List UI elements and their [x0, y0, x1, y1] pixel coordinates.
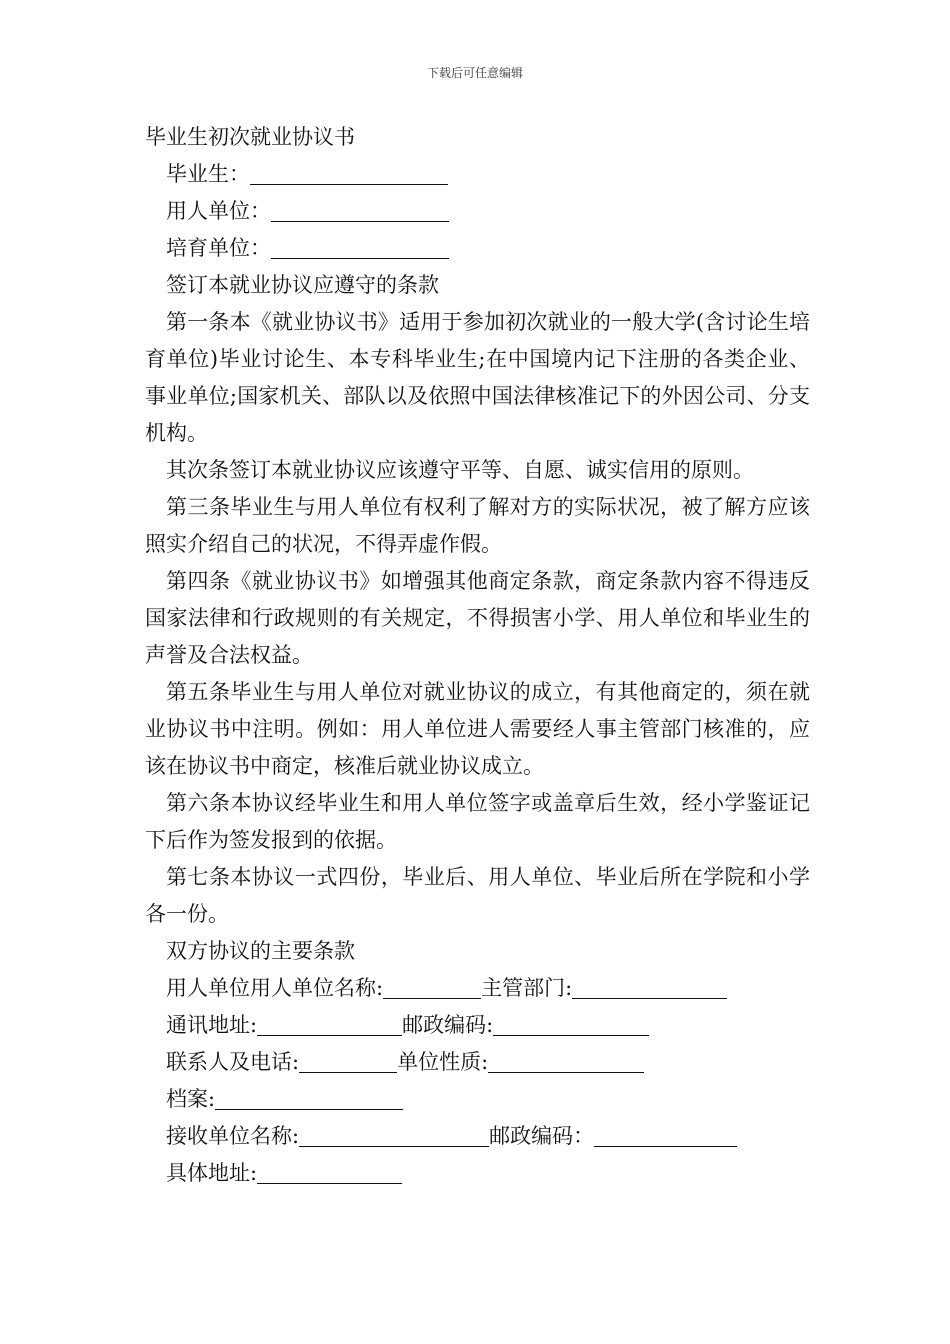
graduate-label: 毕业生：	[166, 162, 250, 186]
employer-field-row	[145, 193, 810, 230]
document-body	[145, 119, 810, 1192]
postcode2-label: 邮政编码：	[489, 1124, 595, 1148]
archive-label: 档案:	[166, 1087, 216, 1111]
article-5: 第五条毕业生与用人单位对就业协议的成立，有其他商定的，须在就业协议书中注明。例如：用人单位进人需要经人事主管部门核准的，应该在协议书中商定，核准后就业协议成立。	[145, 680, 810, 778]
graduate-blank[interactable]	[250, 162, 448, 185]
postcode-blank[interactable]	[493, 1013, 649, 1036]
employer-name-blank[interactable]	[383, 976, 481, 999]
department-label: 主管部门:	[481, 976, 573, 1000]
employer-label: 用人单位：	[166, 199, 271, 223]
article-2: 其次条签订本就业协议应该遵守平等、自愿、诚实信用的原则。	[166, 458, 754, 482]
archive-blank[interactable]	[215, 1087, 403, 1110]
address-blank[interactable]	[257, 1013, 402, 1036]
receiving-unit-blank[interactable]	[299, 1124, 489, 1147]
department-blank[interactable]	[572, 976, 727, 999]
article-6: 第六条本协议经毕业生和用人单位签字或盖章后生效，经小学鉴证记下后作为签发报到的依据。	[145, 791, 810, 852]
unit-type-label: 单位性质:	[397, 1050, 489, 1074]
article-7: 第七条本协议一式四份，毕业后、用人单位、毕业后所在学院和小学各一份。	[145, 865, 810, 926]
postcode-label: 邮政编码:	[402, 1013, 494, 1037]
contact-blank[interactable]	[299, 1050, 397, 1073]
contact-row	[145, 1044, 810, 1081]
address-row	[145, 1007, 810, 1044]
receiving-unit-label: 接收单位名称:	[166, 1124, 300, 1148]
unit-type-blank[interactable]	[488, 1050, 644, 1073]
employer-blank[interactable]	[271, 199, 449, 222]
article-1: 第一条本《就业协议书》适用于参加初次就业的一般大学(含讨论生培育单位)毕业讨论生、本专科毕业生;在中国境内记下注册的各类企业、事业单位;国家机关、部队以及依照中国法律核准记下的外因公司、分支机构。	[145, 310, 810, 445]
detail-address-blank[interactable]	[257, 1161, 402, 1184]
training-unit-field-row	[145, 230, 810, 267]
training-unit-label: 培育单位：	[166, 236, 271, 260]
graduate-field-row	[145, 156, 810, 193]
receiving-unit-row	[145, 1118, 810, 1155]
employer-info-row	[145, 970, 810, 1007]
page-header-note: 下载后可任意编辑	[426, 66, 523, 80]
article-3: 第三条毕业生与用人单位有权利了解对方的实际状况，被了解方应该照实介绍自己的状况，不得弄虚作假。	[145, 495, 810, 556]
terms-heading: 签订本就业协议应遵守的条款	[166, 273, 439, 297]
archive-row	[145, 1081, 810, 1118]
address-label: 通讯地址:	[166, 1013, 258, 1037]
employer-name-label: 用人单位用人单位名称:	[166, 976, 384, 1000]
document-title: 毕业生初次就业协议书	[145, 125, 355, 149]
postcode2-blank[interactable]	[594, 1124, 737, 1147]
training-unit-blank[interactable]	[271, 236, 449, 259]
detail-address-label: 具体地址:	[166, 1161, 258, 1185]
article-4: 第四条《就业协议书》如增强其他商定条款，商定条款内容不得违反国家法律和行政规则的有关规定，不得损害小学、用人单位和毕业生的声誉及合法权益。	[145, 569, 810, 667]
detail-address-row	[145, 1155, 810, 1192]
contact-label: 联系人及电话:	[166, 1050, 300, 1074]
main-terms-heading: 双方协议的主要条款	[166, 939, 355, 963]
